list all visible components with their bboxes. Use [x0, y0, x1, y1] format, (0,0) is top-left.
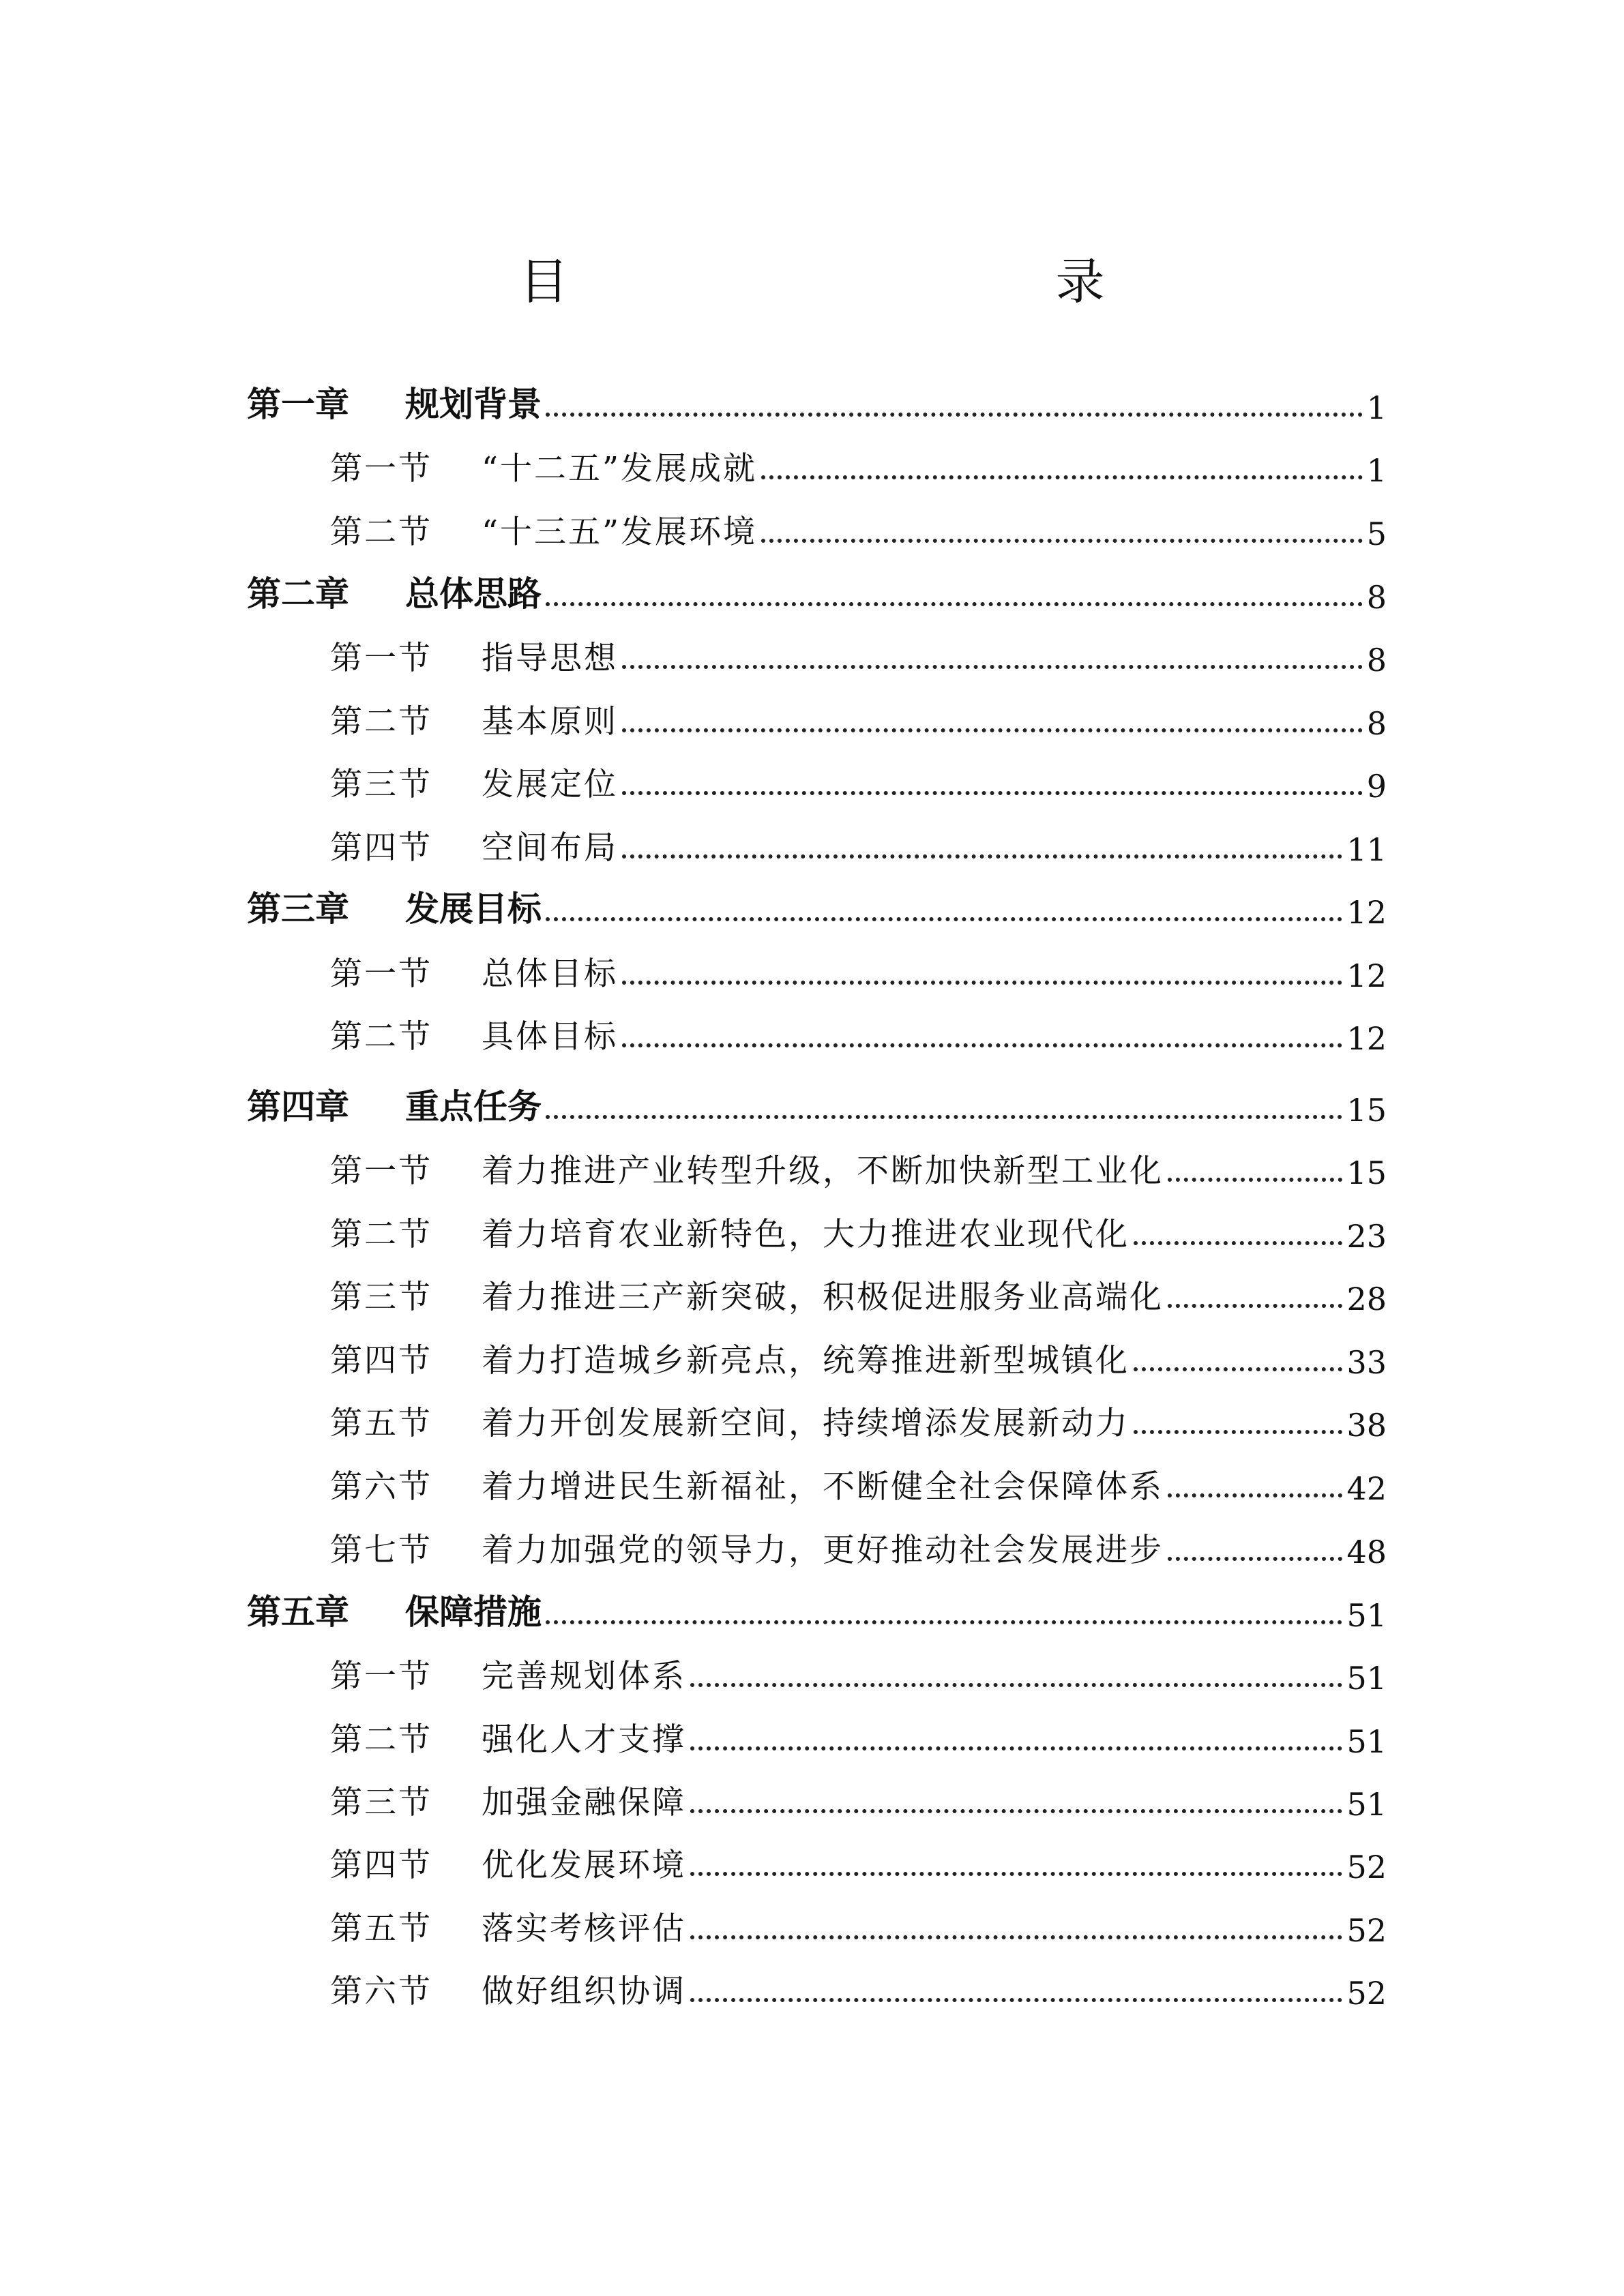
section-title: 落实考核评估	[482, 1910, 686, 1948]
page-number: 23	[1346, 1218, 1387, 1255]
section-title: 着力推进三产新突破，积极促进服务业高端化	[482, 1279, 1164, 1316]
section-title: 发展定位	[482, 766, 618, 803]
page-number: 1	[1366, 389, 1387, 426]
dot-leader	[546, 917, 1342, 921]
section-title: 空间布局	[482, 829, 618, 867]
dot-leader	[1134, 1367, 1342, 1371]
chapter-title: 规划背景	[405, 385, 542, 424]
dot-leader	[690, 1809, 1342, 1813]
dot-leader	[622, 665, 1363, 669]
dot-leader	[1168, 1557, 1342, 1561]
section-title: “十三五”发展环境	[482, 513, 758, 551]
page-number: 8	[1366, 705, 1387, 742]
toc-section-entry[interactable]	[330, 434, 1387, 489]
toc-section-entry[interactable]	[330, 624, 1387, 679]
dot-leader	[1134, 1241, 1342, 1245]
toc-section-entry[interactable]	[330, 1452, 1387, 1507]
dot-leader	[690, 1935, 1342, 1939]
section-title: 强化人才支撑	[482, 1721, 686, 1759]
section-title: 着力培育农业新特色，大力推进农业现代化	[482, 1216, 1130, 1253]
dot-leader	[761, 539, 1363, 543]
section-number: 第五节	[330, 1910, 432, 1948]
dot-leader	[622, 728, 1363, 732]
chapter-title: 保障措施	[405, 1592, 542, 1632]
chapter-number: 第四章	[247, 1087, 349, 1127]
page-number: 12	[1346, 894, 1387, 931]
dot-leader	[546, 602, 1363, 606]
section-number: 第四节	[330, 829, 432, 867]
page-number: 42	[1346, 1470, 1387, 1507]
page-number: 48	[1346, 1534, 1387, 1570]
section-number: 第二节	[330, 703, 432, 741]
section-title: 基本原则	[482, 703, 618, 741]
chapter-title: 总体思路	[405, 574, 542, 614]
section-number: 第二节	[330, 1216, 432, 1253]
chapter-title: 重点任务	[405, 1087, 542, 1127]
toc-section-entry[interactable]	[330, 1831, 1387, 1885]
toc-section-entry[interactable]	[330, 940, 1387, 994]
toc-section-entry[interactable]	[330, 1200, 1387, 1255]
page-number: 51	[1346, 1660, 1387, 1697]
section-title: 指导思想	[482, 640, 618, 677]
section-number: 第五节	[330, 1405, 432, 1442]
dot-leader	[761, 475, 1363, 479]
toc-section-entry[interactable]	[330, 1389, 1387, 1444]
dot-leader	[622, 854, 1342, 859]
section-title: 着力加强党的领导力，更好推动社会发展进步	[482, 1532, 1164, 1569]
dot-leader	[1168, 1304, 1342, 1308]
page-number: 8	[1366, 642, 1387, 679]
page-number: 5	[1366, 516, 1387, 552]
toc-section-entry[interactable]	[330, 1263, 1387, 1317]
dot-leader	[690, 1998, 1342, 2002]
toc-section-entry[interactable]	[330, 1002, 1387, 1057]
section-title: 着力打造城乡新亮点，统筹推进新型城镇化	[482, 1342, 1130, 1380]
dot-leader	[1134, 1430, 1342, 1434]
dot-leader	[622, 981, 1342, 985]
section-title: 完善规划体系	[482, 1658, 686, 1695]
toc-chapter-entry[interactable]	[247, 1579, 1387, 1634]
section-number: 第六节	[330, 1973, 432, 2010]
page-number: 15	[1346, 1092, 1387, 1129]
page-number: 15	[1346, 1154, 1387, 1191]
page-number: 38	[1346, 1407, 1387, 1444]
chapter-number: 第二章	[247, 574, 349, 614]
page-number: 51	[1346, 1786, 1387, 1823]
page-number: 9	[1366, 768, 1387, 805]
section-number: 第二节	[330, 1721, 432, 1759]
section-number: 第六节	[330, 1468, 432, 1506]
toc-chapter-entry[interactable]	[247, 876, 1387, 931]
dot-leader	[1168, 1178, 1342, 1182]
page-number: 28	[1346, 1281, 1387, 1317]
section-number: 第一节	[330, 1658, 432, 1695]
section-number: 第三节	[330, 1279, 432, 1316]
toc-section-entry[interactable]	[330, 1137, 1387, 1191]
toc-section-entry[interactable]	[330, 1516, 1387, 1570]
toc-section-entry[interactable]	[330, 498, 1387, 552]
section-title: “十二五”发展成就	[482, 450, 758, 488]
section-number: 第一节	[330, 450, 432, 488]
page-number: 11	[1346, 831, 1387, 868]
toc-section-entry[interactable]	[330, 1642, 1387, 1697]
page-number: 33	[1346, 1344, 1387, 1381]
dot-leader	[546, 1115, 1342, 1119]
section-number: 第二节	[330, 513, 432, 551]
toc-section-entry[interactable]	[330, 750, 1387, 805]
section-number: 第三节	[330, 1784, 432, 1821]
section-title: 具体目标	[482, 1018, 618, 1056]
page-number: 52	[1346, 1975, 1387, 2012]
toc-section-entry[interactable]	[330, 687, 1387, 742]
toc-chapter-entry[interactable]	[247, 372, 1387, 426]
dot-leader	[546, 1620, 1342, 1624]
section-title: 做好组织协调	[482, 1973, 686, 2010]
section-title: 加强金融保障	[482, 1784, 686, 1821]
page-title: 目 录	[519, 253, 1235, 310]
section-title: 着力推进产业转型升级，不断加快新型工业化	[482, 1152, 1164, 1190]
page-number: 1	[1366, 452, 1387, 489]
page-number: 12	[1346, 1020, 1387, 1057]
page-number: 52	[1346, 1912, 1387, 1949]
chapter-title: 发展目标	[405, 889, 542, 929]
section-title: 着力增进民生新福祉，不断健全社会保障体系	[482, 1468, 1164, 1506]
toc-section-entry[interactable]	[330, 814, 1387, 868]
dot-leader	[1168, 1493, 1342, 1497]
toc-chapter-entry[interactable]	[247, 561, 1387, 616]
dot-leader	[690, 1872, 1342, 1876]
dot-leader	[622, 791, 1363, 795]
section-title: 总体目标	[482, 955, 618, 993]
section-number: 第一节	[330, 640, 432, 677]
toc-section-entry[interactable]	[330, 1894, 1387, 1949]
toc-section-entry[interactable]	[330, 1768, 1387, 1823]
dot-leader	[690, 1746, 1342, 1750]
section-number: 第四节	[330, 1847, 432, 1884]
section-number: 第一节	[330, 1152, 432, 1190]
section-number: 第三节	[330, 766, 432, 803]
page-number: 52	[1346, 1849, 1387, 1885]
page-number: 8	[1366, 579, 1387, 616]
page-number: 12	[1346, 957, 1387, 994]
dot-leader	[546, 413, 1363, 417]
toc-section-entry[interactable]	[330, 1957, 1387, 2012]
dot-leader	[690, 1683, 1342, 1687]
chapter-number: 第三章	[247, 889, 349, 929]
dot-leader	[622, 1043, 1342, 1047]
toc-section-entry[interactable]	[330, 1705, 1387, 1760]
toc-section-entry[interactable]	[330, 1326, 1387, 1381]
section-number: 第一节	[330, 955, 432, 993]
section-title: 着力开创发展新空间，持续增添发展新动力	[482, 1405, 1130, 1442]
section-number: 第二节	[330, 1018, 432, 1056]
toc-chapter-entry[interactable]	[247, 1074, 1387, 1129]
chapter-number: 第一章	[247, 385, 349, 424]
page-number: 51	[1346, 1597, 1387, 1634]
page-number: 51	[1346, 1723, 1387, 1760]
section-number: 第四节	[330, 1342, 432, 1380]
section-number: 第七节	[330, 1532, 432, 1569]
section-title: 优化发展环境	[482, 1847, 686, 1884]
chapter-number: 第五章	[247, 1592, 349, 1632]
